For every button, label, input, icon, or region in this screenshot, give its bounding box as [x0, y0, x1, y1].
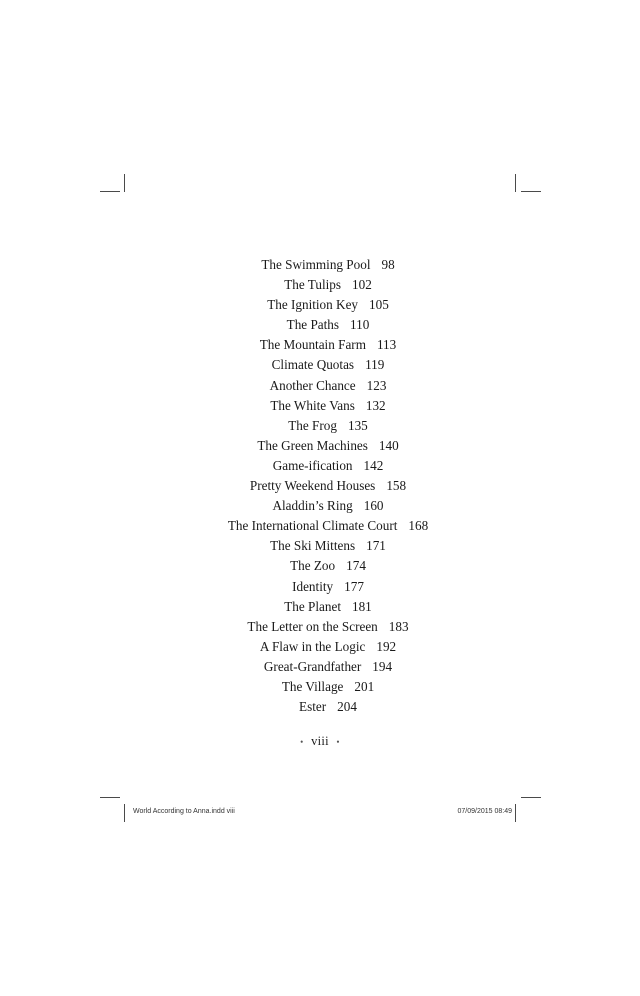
toc-entry-page: 183: [388, 618, 409, 634]
toc-entry-title: Aladdin’s Ring: [272, 498, 353, 514]
toc-entry-title: The Green Machines: [257, 437, 368, 453]
toc-entry-title: The International Climate Court: [227, 518, 398, 534]
slug-timestamp: 07/09/2015 08:49: [457, 808, 512, 815]
toc-entry: [0, 577, 640, 597]
toc-entry: [0, 255, 640, 275]
crop-mark-top-right-horizontal: [521, 191, 541, 192]
toc-entry-page: 174: [346, 558, 366, 574]
toc-entry-title: Ester: [299, 699, 327, 715]
toc-entry: [0, 476, 640, 496]
toc-entry: [0, 556, 640, 576]
toc-entry: [0, 396, 640, 416]
page-folio: [0, 734, 640, 749]
crop-mark-bottom-right-vertical: [515, 804, 516, 822]
toc-entry-title: The Frog: [288, 417, 337, 433]
toc-entry: [0, 496, 640, 516]
toc-entry-page: 177: [344, 578, 364, 594]
toc-entry-page: 168: [408, 518, 429, 534]
toc-entry-title: Game-ification: [272, 457, 353, 473]
toc-entry: [0, 657, 640, 677]
toc-entry-title: The Ski Mittens: [270, 538, 356, 554]
toc-entry-title: The White Vans: [270, 397, 355, 413]
toc-entry: [0, 355, 640, 375]
folio-ornament-left: •: [300, 737, 304, 748]
folio-ornament-right: •: [336, 737, 340, 748]
toc-entry: [0, 617, 640, 637]
toc-entry: [0, 436, 640, 456]
toc-entry-title: The Zoo: [290, 558, 336, 574]
toc-entry-title: The Paths: [286, 317, 340, 333]
toc-entry-page: 194: [372, 658, 393, 674]
toc-entry-title: The Planet: [284, 598, 341, 614]
slug-filename: World According to Anna.indd viii: [133, 808, 235, 815]
toc-entry-title: The Letter on the Screen: [247, 618, 378, 634]
toc-entry: [0, 315, 640, 335]
toc-entry-title: Identity: [292, 578, 334, 594]
toc-entry-page: 158: [386, 478, 407, 494]
toc-entry-page: 201: [354, 678, 375, 694]
toc-entry-page: 105: [369, 297, 389, 313]
toc-entry-title: Another Chance: [269, 377, 356, 393]
toc-entry-page: 142: [363, 457, 384, 473]
toc-entry-page: 102: [352, 277, 372, 293]
toc-entry: [0, 456, 640, 476]
toc-entry-page: 160: [363, 498, 384, 514]
toc-entry: [0, 335, 640, 355]
crop-mark-bottom-right-horizontal: [521, 797, 541, 798]
toc-entry: [0, 697, 640, 717]
toc-entry-title: The Mountain Farm: [259, 337, 366, 353]
toc-entry: [0, 637, 640, 657]
toc-entry-title: The Swimming Pool: [261, 257, 371, 272]
crop-mark-bottom-left-horizontal: [100, 797, 120, 798]
toc-entry-title: Climate Quotas: [271, 357, 355, 373]
toc-entry-title: Great-Grandfather: [263, 658, 362, 674]
toc-entry-title: A Flaw in the Logic: [259, 638, 366, 654]
toc-entry-page: 110: [350, 317, 370, 333]
toc-entry-page: 132: [365, 397, 386, 413]
toc-entry-title: The Ignition Key: [267, 297, 359, 313]
page-number: viii: [311, 734, 329, 748]
table-of-contents: [0, 255, 640, 717]
toc-entry-page: 123: [366, 377, 387, 393]
toc-entry-page: 192: [376, 638, 397, 654]
toc-entry-page: 204: [337, 699, 357, 715]
toc-entry: [0, 416, 640, 436]
toc-entry: [0, 677, 640, 697]
toc-entry-page: 181: [351, 598, 372, 614]
toc-entry-page: 98: [381, 257, 395, 272]
toc-entry: [0, 376, 640, 396]
toc-entry-page: 171: [366, 538, 386, 554]
toc-entry: [0, 295, 640, 315]
crop-mark-top-right-vertical: [515, 174, 516, 192]
toc-entry-title: Pretty Weekend Houses: [249, 478, 376, 494]
toc-entry: [0, 275, 640, 295]
toc-entry-page: 140: [378, 437, 399, 453]
toc-entry: [0, 516, 640, 536]
toc-entry: [0, 536, 640, 556]
crop-mark-bottom-left-vertical: [124, 804, 125, 822]
toc-entry: [0, 597, 640, 617]
toc-entry-page: 113: [376, 337, 397, 353]
toc-entry-page: 119: [365, 357, 385, 373]
crop-mark-top-left-horizontal: [100, 191, 120, 192]
toc-entry-page: 135: [347, 417, 368, 433]
toc-entry-title: The Tulips: [284, 277, 342, 293]
crop-mark-top-left-vertical: [124, 174, 125, 192]
toc-entry-title: The Village: [281, 678, 344, 694]
